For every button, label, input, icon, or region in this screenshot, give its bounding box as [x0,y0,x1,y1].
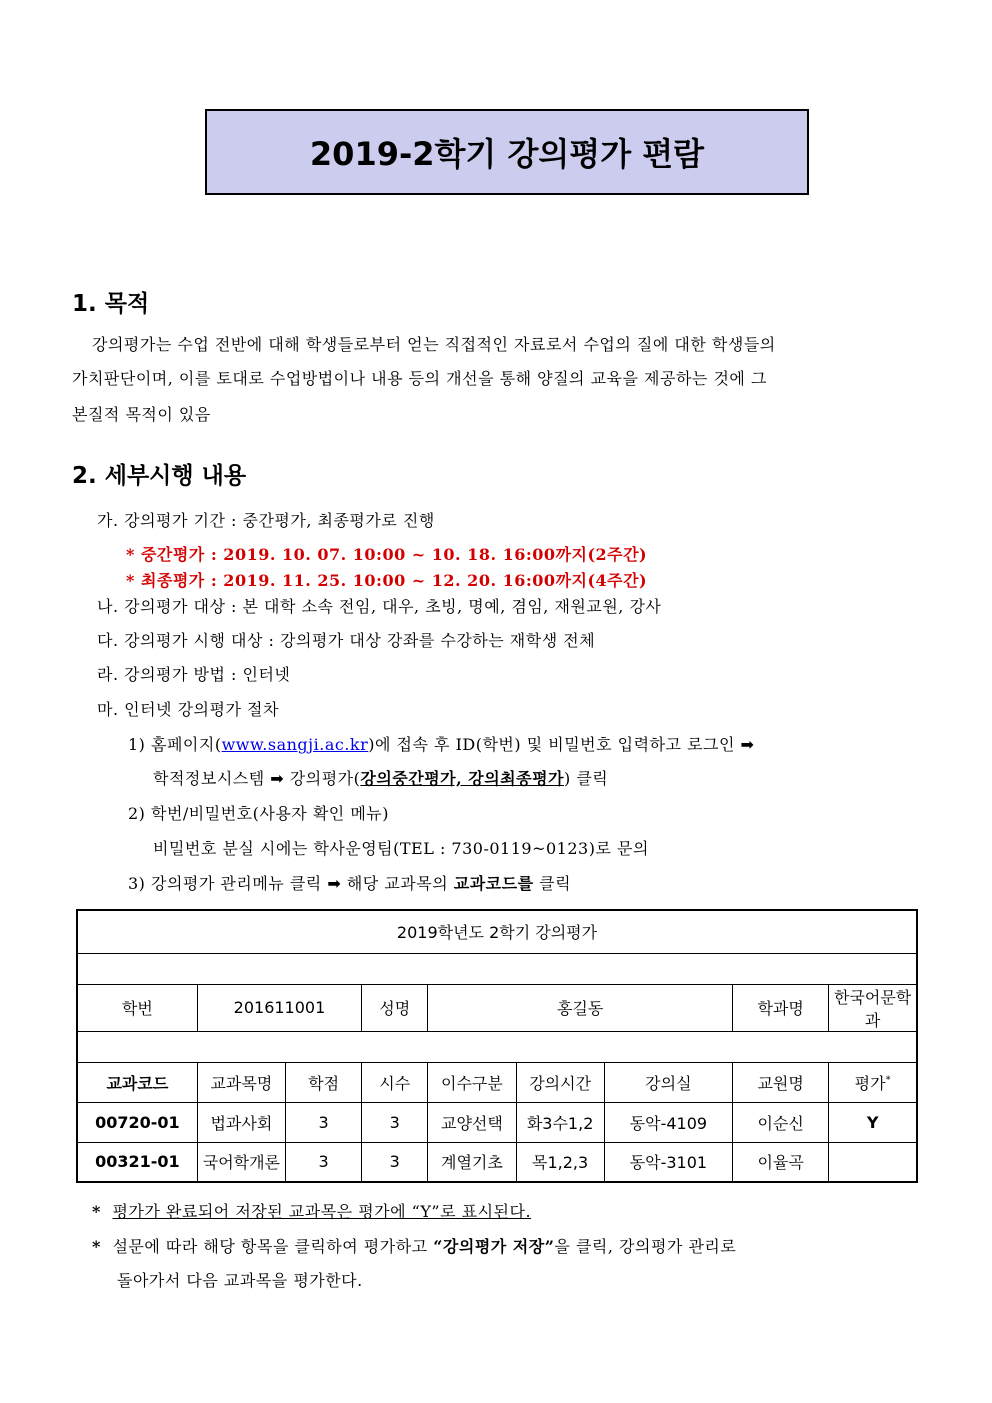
table-row [77,1142,917,1182]
item-ra: 라. 강의평가 방법 : 인터넷 [97,665,291,684]
asterisk-icon: * [92,1202,101,1221]
table-cell: 화3수1,2 [516,1102,604,1142]
step-1-text-a: 1) 홈페이지( [128,735,222,754]
item-na: 나. 강의평가 대상 : 본 대학 소속 전임, 대우, 초빙, 명예, 겸임, 재원교원, 강사 [97,597,662,616]
note-2-text-b: “강의평가 저장” [433,1237,555,1256]
header-cell: 평가 [854,1073,886,1093]
section-heading-purpose: 1. 목적 [72,291,150,317]
header-cell: 강의시간 [516,1062,604,1102]
student-name: 홍길동 [428,984,733,1031]
course-code[interactable]: 00321-01 [77,1142,197,1182]
purpose-text-2: 가치판단이며, 이를 토대로 수업방법이나 내용 등의 개선을 통해 양질의 교육을 제공하는 것에 그 [72,369,767,388]
eval-status [829,1142,917,1182]
header-mark: * [885,1074,891,1086]
final-eval-period: * 최종평가 : 2019. 11. 25. 10:00 ~ 12. 20. 16:00까지(4주간) [126,571,648,590]
note-2-text-a: 설문에 따라 해당 항목을 클릭하여 평가하고 [112,1237,428,1256]
eval-menu-names: 강의중간평가, 강의최종평가 [360,769,564,788]
step-1-cont [153,766,608,789]
evaluation-table [76,909,918,1183]
table-cell: 국어학개론 [197,1142,285,1182]
table-cell: 3 [285,1142,361,1182]
document-title: 2019-2학기 강의평가 편람 [205,109,809,195]
table-cell: 법과사회 [197,1102,285,1142]
table-cell: 3 [285,1102,361,1142]
step-3-text-a: 3) 강의평가 관리메뉴 클릭 [128,874,322,893]
note-2 [92,1234,736,1257]
header-cell: 교과목명 [197,1062,285,1102]
student-id: 201611001 [197,984,361,1031]
dept-name: 한국어문학과 [829,984,917,1031]
dept-label: 학과명 [733,984,829,1031]
table-cell: 동악-4109 [604,1102,732,1142]
empty-row [77,953,917,984]
item-ga: 가. 강의평가 기간 : 중간평가, 최종평가로 진행 [97,511,435,530]
note-1-text: 평가가 완료되어 저장된 교과목은 평가에 “Y”로 표시된다. [112,1202,532,1221]
table-row [77,1102,917,1142]
student-id-label: 학번 [77,984,197,1031]
name-label: 성명 [362,984,428,1031]
table-cell: 계열기초 [428,1142,516,1182]
right-arrow-icon: ➡ [740,735,755,754]
purpose-text-1: 강의평가는 수업 전반에 대해 학생들로부터 얻는 직접적인 자료로서 수업의 질에 대한 학생들의 [92,335,776,354]
note-2-text-c: 을 클릭, 강의평가 관리로 [554,1237,737,1256]
section-heading-details: 2. 세부시행 내용 [72,463,247,489]
step-1-text-b: )에 접속 후 ID(학번) 및 비밀번호 입력하고 로그인 [368,735,735,754]
table-cell: 3 [362,1102,428,1142]
step-1-text-f: ) 클릭 [564,769,609,788]
empty-row [77,1031,917,1062]
item-da: 다. 강의평가 시행 대상 : 강의평가 대상 강좌를 수강하는 재학생 전체 [97,631,596,650]
mid-eval-period: * 중간평가 : 2019. 10. 07. 10:00 ~ 10. 18. 16:00까지(2주간) [126,545,648,564]
table-cell: 동악-3101 [604,1142,732,1182]
table-cell: 3 [362,1142,428,1182]
right-arrow-icon: ➡ [270,769,285,788]
step-3 [128,871,571,894]
table-caption: 2019학년도 2학기 강의평가 [77,910,917,953]
note-2-cont: 돌아가서 다음 교과목을 평가한다. [117,1271,363,1290]
table-cell: 목1,2,3 [516,1142,604,1182]
step-3-text-c: 교과코드를 [453,874,534,893]
table-cell: 이율곡 [733,1142,829,1182]
header-cell: 교원명 [733,1062,829,1102]
course-code[interactable]: 00720-01 [77,1102,197,1142]
header-cell: 시수 [362,1062,428,1102]
header-cell-eval [829,1062,917,1102]
step-2: 2) 학번/비밀번호(사용자 확인 메뉴) [128,804,389,823]
step-3-text-b: 해당 교과목의 [346,874,449,893]
step-1 [128,732,754,755]
header-cell: 이수구분 [428,1062,516,1102]
eval-status: Y [829,1102,917,1142]
step-1-text-d: 강의평가( [289,769,361,788]
purpose-text-3: 본질적 목적이 있음 [72,405,211,424]
step-2-cont: 비밀번호 분실 시에는 학사운영팀(TEL : 730-0119~0123)로 문의 [153,839,649,858]
item-ma: 마. 인터넷 강의평가 절차 [97,700,279,719]
homepage-link[interactable]: www.sangji.ac.kr [221,735,369,754]
header-cell: 강의실 [604,1062,732,1102]
header-row [77,1062,917,1102]
table-cell: 이순신 [733,1102,829,1142]
header-cell: 교과코드 [77,1062,197,1102]
asterisk-icon: * [92,1237,101,1256]
step-3-text-d: 클릭 [539,874,572,893]
right-arrow-icon: ➡ [327,874,342,893]
table-cell: 교양선택 [428,1102,516,1142]
note-1 [92,1199,531,1222]
header-cell: 학점 [285,1062,361,1102]
step-1-text-c: 학적정보시스템 [153,769,265,788]
